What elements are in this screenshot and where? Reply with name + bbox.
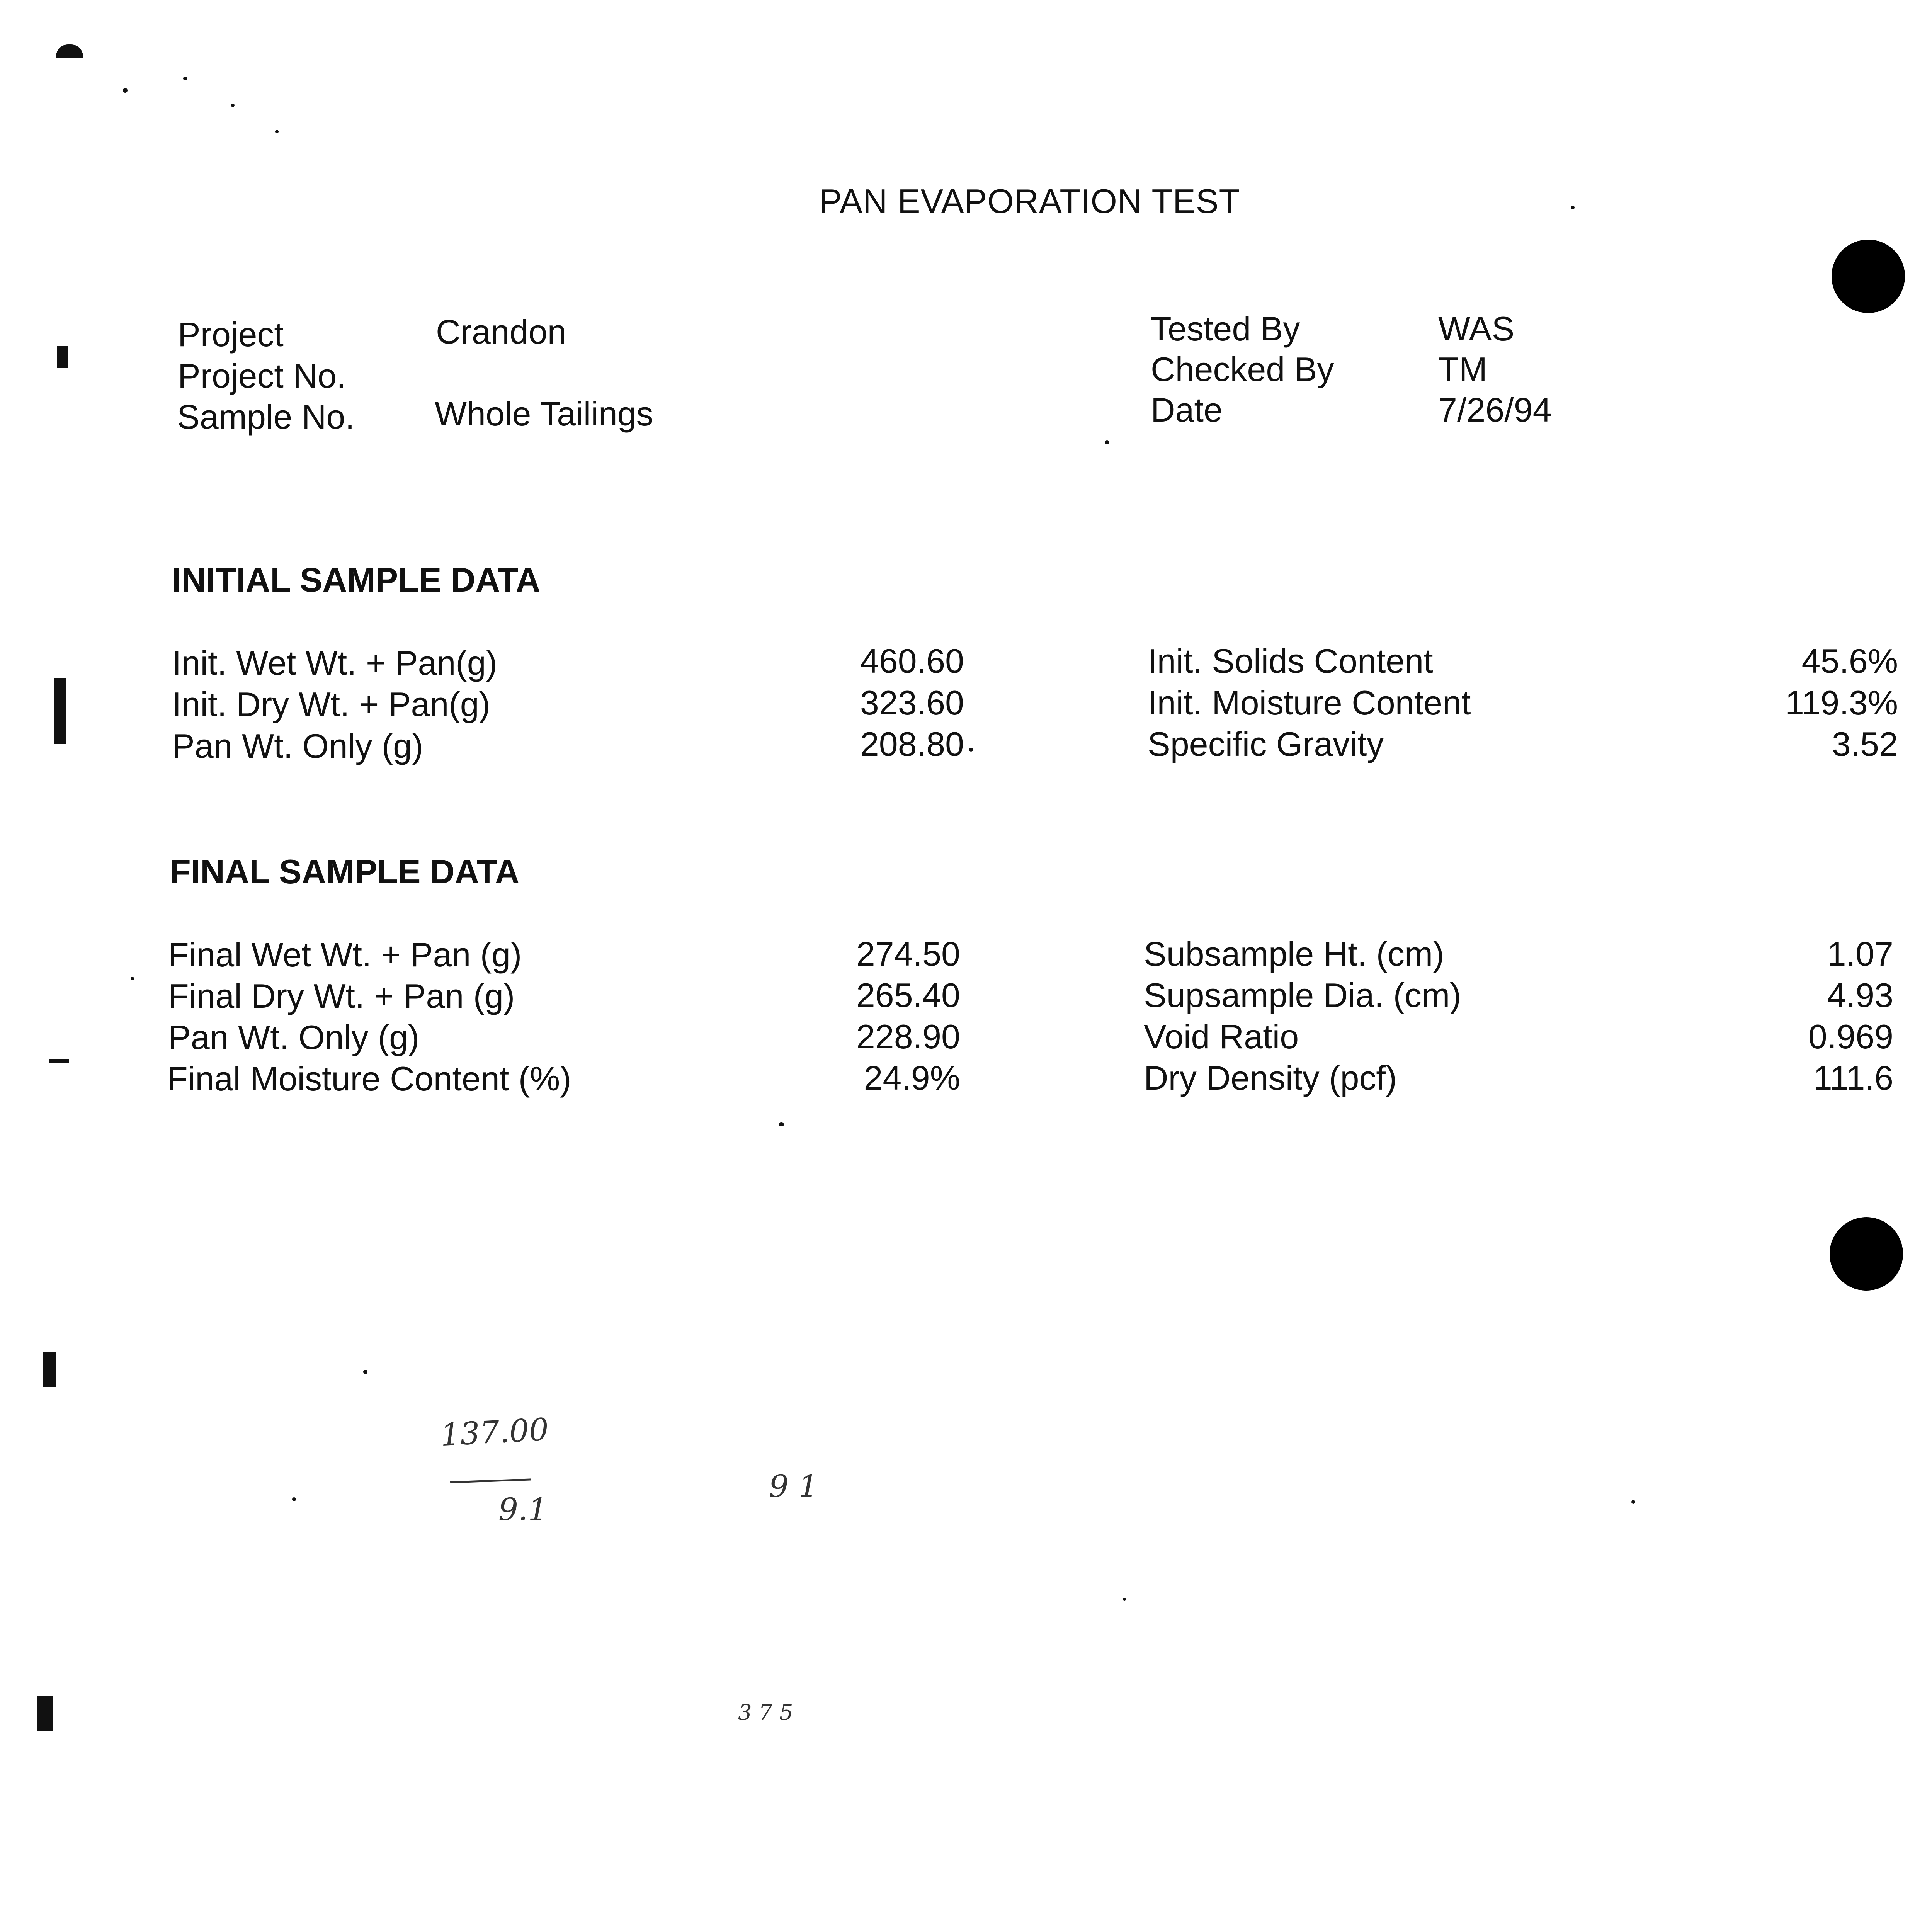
- final-row-label: Final Wet Wt. + Pan (g): [168, 935, 522, 974]
- checked-by-value: TM: [1438, 350, 1488, 388]
- final-section-heading: FINAL SAMPLE DATA: [170, 852, 520, 891]
- initial-row-label: Pan Wt. Only (g): [172, 727, 423, 765]
- handwritten-note: 3 7 5: [738, 1700, 793, 1725]
- checked-by-label: Checked By: [1151, 350, 1334, 388]
- speck: [231, 104, 235, 107]
- speck: [1123, 1598, 1126, 1601]
- speck: [183, 77, 187, 80]
- initial-row-value2: 3.52: [1832, 725, 1898, 763]
- scan-mark: [43, 1352, 56, 1387]
- speck: [123, 88, 128, 93]
- speck: [292, 1497, 296, 1501]
- handwritten-underline: [450, 1478, 531, 1483]
- initial-row-value2: 45.6%: [1801, 642, 1898, 680]
- tested-by-value: WAS: [1438, 310, 1515, 348]
- final-row-value2: 0.969: [1808, 1017, 1893, 1056]
- final-row-value2: 111.6: [1813, 1059, 1893, 1097]
- handwritten-note: 9.1: [498, 1492, 548, 1527]
- scan-mark: [49, 1059, 69, 1063]
- handwritten-note: 9 1: [769, 1468, 818, 1504]
- scan-mark: [57, 346, 68, 368]
- initial-row-label2: Init. Moisture Content: [1148, 684, 1471, 722]
- sample-no-value: Whole Tailings: [435, 395, 653, 433]
- scan-mark: [37, 1696, 53, 1731]
- speck: [131, 977, 134, 980]
- speck: [1105, 440, 1109, 444]
- project-label: Project: [178, 315, 284, 354]
- final-row-label2: Subsample Ht. (cm): [1144, 935, 1444, 973]
- speck: [1631, 1500, 1635, 1504]
- initial-section-heading: INITIAL SAMPLE DATA: [172, 561, 541, 599]
- final-row-label: Final Moisture Content (%): [167, 1060, 571, 1098]
- speck: [779, 1122, 784, 1126]
- final-row-value2: 4.93: [1827, 976, 1893, 1014]
- sample-no-label: Sample No.: [177, 398, 355, 436]
- speck: [363, 1370, 367, 1374]
- initial-row-label2: Init. Solids Content: [1148, 642, 1433, 680]
- initial-row-value2: 119.3%: [1785, 684, 1898, 722]
- final-row-value: 228.90: [856, 1017, 960, 1056]
- speck: [275, 130, 279, 133]
- initial-row-value: 460.60: [860, 642, 964, 680]
- initial-row-label2: Specific Gravity: [1148, 725, 1384, 763]
- final-row-label2: Void Ratio: [1144, 1017, 1299, 1056]
- punch-hole-middle: [1830, 1217, 1903, 1291]
- date-label: Date: [1151, 391, 1223, 429]
- initial-row-value: 208.80: [860, 725, 964, 763]
- scan-mark: [54, 678, 66, 744]
- initial-row-label: Init. Wet Wt. + Pan(g): [172, 644, 497, 682]
- project-no-label: Project No.: [178, 357, 346, 395]
- scan-mark: [56, 44, 83, 58]
- final-row-value: 274.50: [856, 935, 960, 973]
- final-row-label2: Supsample Dia. (cm): [1144, 976, 1461, 1014]
- tested-by-label: Tested By: [1151, 310, 1300, 348]
- punch-hole-top: [1832, 240, 1905, 313]
- final-row-value2: 1.07: [1827, 935, 1893, 973]
- initial-row-label: Init. Dry Wt. + Pan(g): [172, 685, 490, 723]
- document-title: PAN EVAPORATION TEST: [819, 182, 1240, 220]
- speck: [1571, 206, 1575, 209]
- handwritten-note: 137.00: [439, 1411, 550, 1453]
- date-value: 7/26/94: [1438, 391, 1552, 429]
- initial-row-value: 323.60: [860, 684, 964, 722]
- final-row-label: Final Dry Wt. + Pan (g): [168, 977, 515, 1015]
- final-row-label: Pan Wt. Only (g): [168, 1018, 420, 1056]
- final-row-label2: Dry Density (pcf): [1144, 1059, 1397, 1097]
- project-value: Crandon: [436, 313, 566, 351]
- final-row-value: 265.40: [856, 976, 960, 1014]
- final-row-value: 24.9%: [864, 1059, 960, 1097]
- speck: [969, 748, 973, 752]
